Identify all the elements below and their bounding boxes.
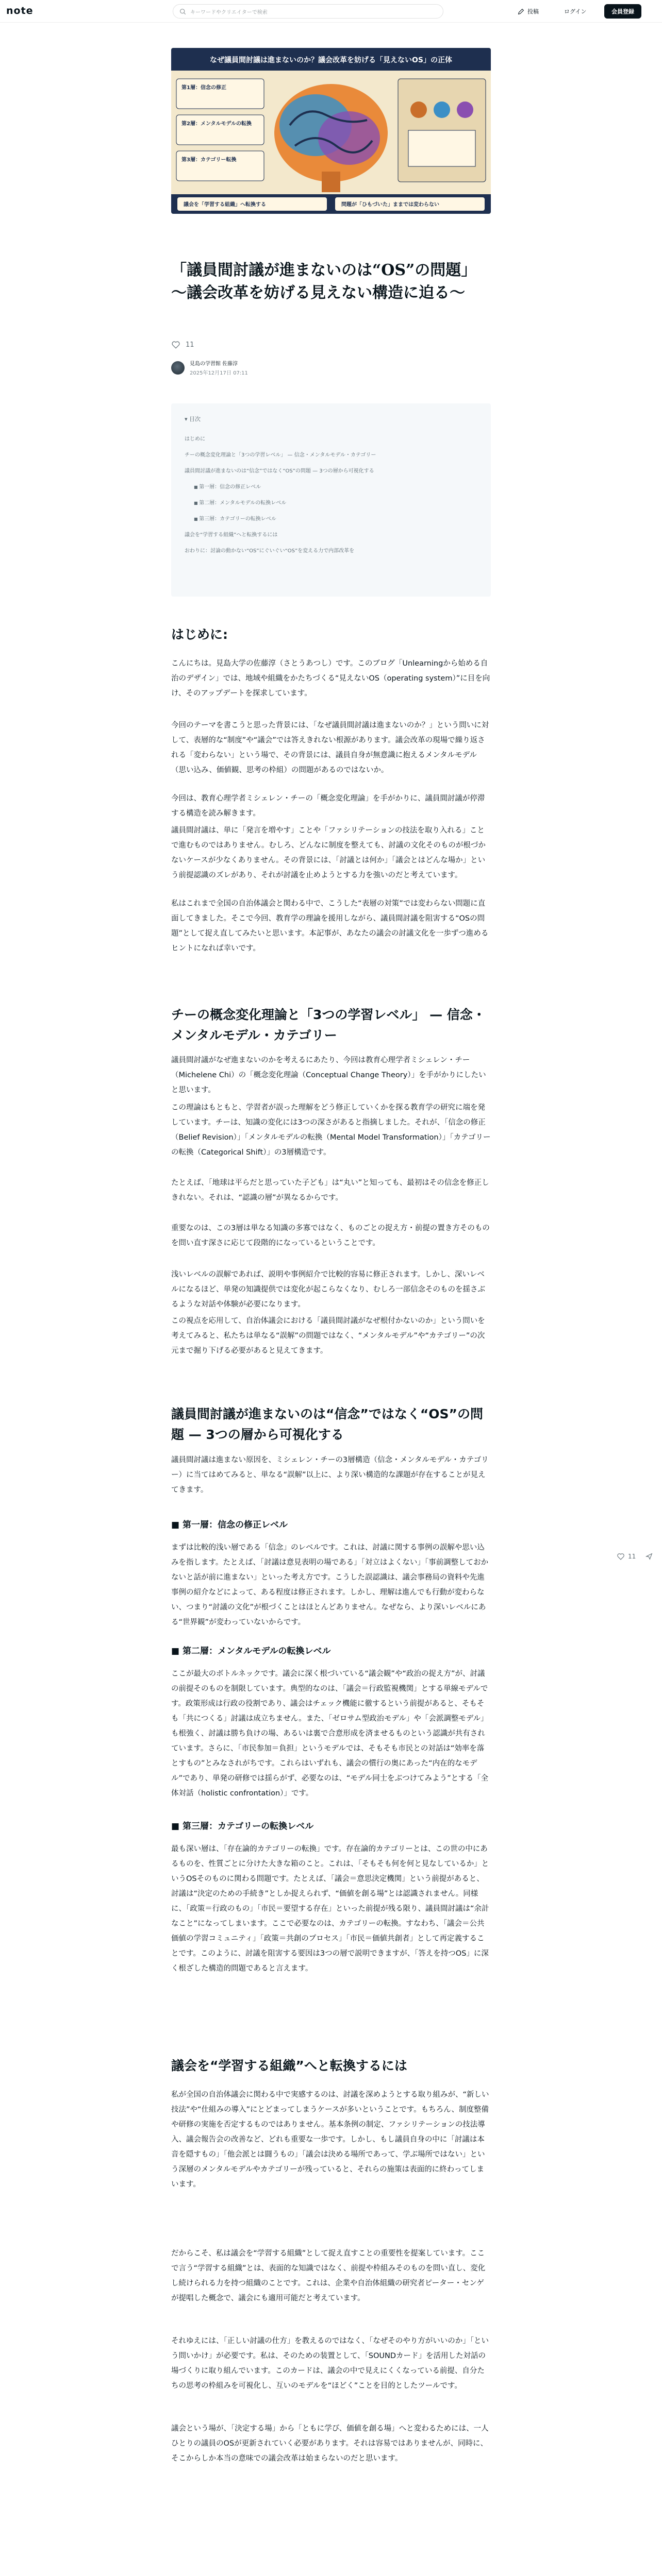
paragraph: それゆえには、「正しい討議の仕方」を教えるのではなく、「なぜそのやり方がいいのか」「という問いかけ」が必要です。私は、そのための装置として、「SOUNDカード」を活用した対話の場づくりに取り組んでいます。このカードは、議会の中で見えにくくなっている前提、自分たちの思考の枠組みを可視化し、互いのモデルを“ほどく”ことを目的としたツールです。 [171,2337,489,2390]
paragraph: だからこそ、私は議会を“学習する組織”として捉え直すことの重要性を提案しています。ここで言う“学習する組織”とは、表面的な知識ではなく、前提や枠組みそのものを問い直し、変化し続けられる力を持つ組織のことです。これは、企業や自治体組織の研究者ピーター・センゲが提唱した概念で、議会にも適用可能だと考えています。 [171,2249,486,2302]
paragraph: この視点を応用して、自治体議会における「議員間討議がなぜ根付かないのか」という問いを考えてみると、私たちは単なる“誤解”の問題ではなく、“メンタルモデル”や“カテゴリー”の次元まで掘り下げる必要があると見えてきます。 [171,1317,485,1355]
hero-panel-1: 第1層：信念の修正 [181,85,226,91]
toc-item[interactable]: はじめに [185,436,205,442]
subheading-layer-1: ■ 第一層：信念の修正レベル [171,1520,288,1530]
toc-item[interactable]: おわりに：討論の動かない“OS”にぐいぐい“OS”を変える力で内部改革を [185,548,355,554]
paragraph: 私はこれまで全国の自治体議会と関わる中で、こうした“表層の対策”では変わらない問題に直面してきました。そこで今回、教育学の理論を援用しながら、議員間討議を阻害する“OSの問題”として捉え直してみたいと思います。本記事が、あなたの議会の討議文化を一歩ずつ進めるヒントになれば幸いです。 [171,900,489,953]
floating-actions [617,1552,662,1561]
hero-image [171,48,491,214]
hero-panel-2: 第2層：メンタルモデルの転換 [181,121,252,127]
hero-illustration [171,48,491,214]
search-placeholder: キーワードやクリエイターで検索 [190,9,268,15]
side-like-button[interactable] [617,1552,636,1561]
toc-item[interactable]: ■ 第三層：カテゴリーの転換レベル [185,511,477,527]
section-heading-intro: はじめに: [171,627,228,642]
author-name[interactable]: 見島の学習館 佐藤淳 [190,361,238,367]
search-icon [179,8,186,15]
author-avatar[interactable] [171,361,185,375]
pen-icon [518,8,524,15]
paragraph: まずは比較的浅い層である「信念」のレベルです。これは、討議に関する事例の誤解や思い込みを指します。たとえば、「討議は意見表明の場である」「対立はよくない」「事前調整しておかないと話が前に進まない」といった考え方です。こうした誤認識は、議会事務局の資料や先進事例の紹介などによって、ある程度は修正されます。しかし、理解は進んでも行動が変わらない、つまり“討議の文化”が根づくことはほとんどありません。なぜなら、より深いレベルにある“世界観”が変わっていないからです。 [171,1544,489,1626]
post-label: 投稿 [527,8,539,15]
hero-footer-left: 議会を「学習する組織」へ転換する [184,202,266,208]
subheading-layer-2: ■ 第二層：メンタルモデルの転換レベル [171,1646,331,1656]
hero-footer-right: 問題が「ひもづいた」ままでは変わらない [341,202,439,208]
paragraph: 議員間討議がなぜ進まないのかを考えるにあたり、今回は教育心理学者ミシェレン・チー（Michelene Chi）の「概念変化理論（Conceptual Change Theory）」を手がかりにしたいと思います。 [171,1056,486,1094]
section-heading-learning: 議会を“学習する組織”へと転換するには [171,2058,407,2073]
paragraph: 私が全国の自治体議会に関わる中で実感するのは、討議を深めようとする取り組みが、“新しい技法”や“仕組みの導入”にとどまってしまうケースが多いということです。もちろん、制度整備や研修の実施を否定するものではありません。基本条例の制定、ファシリテーションの技法導入、議会報告会の改善など、どれも重要な一歩です。しかし、もし議員自身の中に「討議は本音を隠すもの」「他会派とは闘うもの」「議会は決める場所であって、学ぶ場所ではない」という深層のメンタルモデルやカテゴリーが残っていると、それらの施策は表面的に終わってしまいます。 [171,2091,489,2189]
table-of-contents [171,403,491,597]
toc-item[interactable]: チーの概念変化理論と「3つの学習レベル」 — 信念・メンタルモデル・カテゴリー [185,452,376,458]
signup-button[interactable]: 会員登録 [604,4,641,19]
hero-title: なぜ議員間討議は進まないのか？議会改革を妨げる「見えないOS」の正体 [210,56,452,64]
publish-date: 2025年12月17日 07:11 [190,370,248,376]
heart-icon [617,1552,625,1561]
note-logo[interactable]: note [6,5,34,16]
paragraph: 議会という場が、「決定する場」から「ともに学び、価値を創る場」へと変わるためには、一人ひとりの議員のOSが更新されていく必要があります。それは容易ではありませんが、同時に、そこからしか本当の意味での議会改革は始まらないのだと思います。 [171,2425,489,2463]
hero-panel-3: 第3層：カテゴリー転換 [181,157,237,163]
paragraph: 浅いレベルの誤解であれば、説明や事例紹介で比較的容易に修正されます。しかし、深いレベルになるほど、単発の知識提供では変化が起こらなくなり、むしろ一部信念そのものを揺さぶるような対話や体験が必要になります。 [171,1270,485,1309]
paragraph: こんにちは。見島大学の佐藤淳（さとうあつし）です。このブログ「Unlearningから始める自治のデザイン」では、地域や組織をかたちづくる“見えないOS（operating system）”に目を向け、そのアップデートを探求しています。 [171,659,490,698]
share-icon[interactable] [645,1552,653,1561]
paragraph: 議員間討議は、単に「発言を増やす」ことや「ファシリテーションの技法を取り入れる」ことで進むものではありません。むしろ、どんなに制度を整えても、討議の文化そのものが根づかないケースが少なくありません。その背景には、「討議とは何か」「議会とはどんな場か」という前提認識のズレがあり、それが討議を止めようとする力を強いのだと考えています。 [171,826,486,879]
toc-item[interactable]: ■ 第一層：信念の修正レベル [185,479,477,495]
paragraph: 最も深い層は、「存在論的カテゴリーの転換」です。存在論的カテゴリーとは、この世の中にあるものを、性質ごとに分けた大きな箱のこと。これは、「そもそも何を何と見なしているか」というOSそのものに関わる問題です。たとえば、「議会＝意思決定機関」という前提があると、討議は“決定のための手続き”としか捉えられず、“価値を創る場”とは認識されません。同様に、「政策＝行政のもの」「市民＝要望する存在」といった前提が残る限り、議員間討議は“余計なこと”になってしまいます。ここで必要なのは、カテゴリーの転換。すなわち、「議会＝公共価値の学習コミュニティ」「政策＝共創のプロセス」「市民＝価値共創者」として再定義することです。このように、討議を阻害する要因は3つの層で説明できますが、「答えを持つOS」に深く根ざした構造的問題であると言えます。 [171,1845,489,1973]
toc-heading[interactable]: ▾ 目次 [185,416,201,422]
login-button[interactable]: ログイン [564,8,587,15]
paragraph: 議員間討議は進まない原因を、ミシェレン・チーの3層構造（信念・メンタルモデル・カテゴリー）に当てはめてみると、単なる“誤解”以上に、より深い構造的な課題が存在することが見えてきます。 [171,1456,489,1494]
paragraph: ここが最大のボトルネックです。議会に深く根づいている“議会観”や“政治の捉え方”が、討議の前提そのものを制限しています。典型的なのは、「議会＝行政監視機関」とする単線モデルです。政策形成は行政の役割であり、議会はチェック機能に徹するという前提があると、そもそも「共につくる」討議は成立ちません。また、「ゼロサム型政治モデル」や「会派調整モデル」も根強く、討議は勝ち負けの場、あるいは裏で合意形成を済ませるものという認識が共有されています。さらに、「市民参加＝負担」というモデルでは、そもそも市民との対話は“効率を落とすもの”とみなされがちです。これらはいずれも、議会の慣行の奥にあった“内在的なモデル”であり、単発の研修では揺らがず、必要なのは、“モデル同士をぶつけてみよう”とする「全体対話（holistic confrontation）」です。 [171,1670,489,1798]
search-input[interactable] [173,4,443,19]
heart-icon[interactable] [171,340,180,349]
subheading-layer-3: ■ 第三層：カテゴリーの転換レベル [171,1821,314,1832]
toc-item[interactable]: 議員間討議が進まないのは“信念”ではなく“OS”の問題 — 3つの層から可視化する [185,468,374,474]
paragraph: この理論はもともと、学習者が誤った理解をどう修正していくかを探る教育学の研究に端を発しています。チーは、知識の変化には3つの深さがあると指摘しました。それが、「信念の修正（Belief Revision）」「メンタルモデルの転換（Mental Model Transformation）」「カテゴリーの転換（Categorical Shift）」の3層構造です。 [171,1104,491,1157]
article-title: 「議員間討議が進まないのは“OS”の問題」 〜議会改革を妨げる見えない構造に迫る〜 [171,261,477,302]
toc-item[interactable]: 議会を“学習する組織”へと転換するには [185,532,278,538]
like-count[interactable]: 11 [186,341,194,349]
paragraph: 重要なのは、この3層は単なる知識の多寡ではなく、ものごとの捉え方・前提の置き方そのものを問い直す深さに応じて段階的になっているということです。 [171,1224,490,1247]
site-header [0,0,662,23]
side-like-count: 11 [628,1553,636,1560]
post-button[interactable] [518,4,539,19]
section-heading-chi: チーの概念変化理論と「3つの学習レベル」 — 信念・メンタルモデル・カテゴリー [171,1007,486,1043]
section-heading-os: 議員間討議が進まないのは“信念”ではなく“OS”の問題 — 3つの層から可視化する [171,1406,483,1442]
paragraph: 今回のテーマを書こうと思った背景には、「なぜ議員間討議は進まないのか？」という問いに対して、表層的な“制度”や“議会”では答えきれない根源があります。議会改革の現場で繰り返される「変わらない」という場で、その背景には、議員自身が無意識に抱えるメンタルモデル（思い込み、価値観、思考の枠組）の問題があるのではないか。 [171,721,489,774]
paragraph: 今回は、教育心理学者ミシェレン・チーの「概念変化理論」を手がかりに、議員間討議が停滞する構造を読み解きます。 [171,794,485,818]
like-row [171,340,194,349]
paragraph: たとえば、「地球は平らだと思っていた子ども」は“丸い”と知っても、最初はその信念を修正しきれない。それは、“認識の層”が異なるからです。 [171,1179,489,1202]
author-block[interactable] [171,359,248,376]
toc-item[interactable]: ■ 第二層：メンタルモデルの転換レベル [185,495,477,511]
